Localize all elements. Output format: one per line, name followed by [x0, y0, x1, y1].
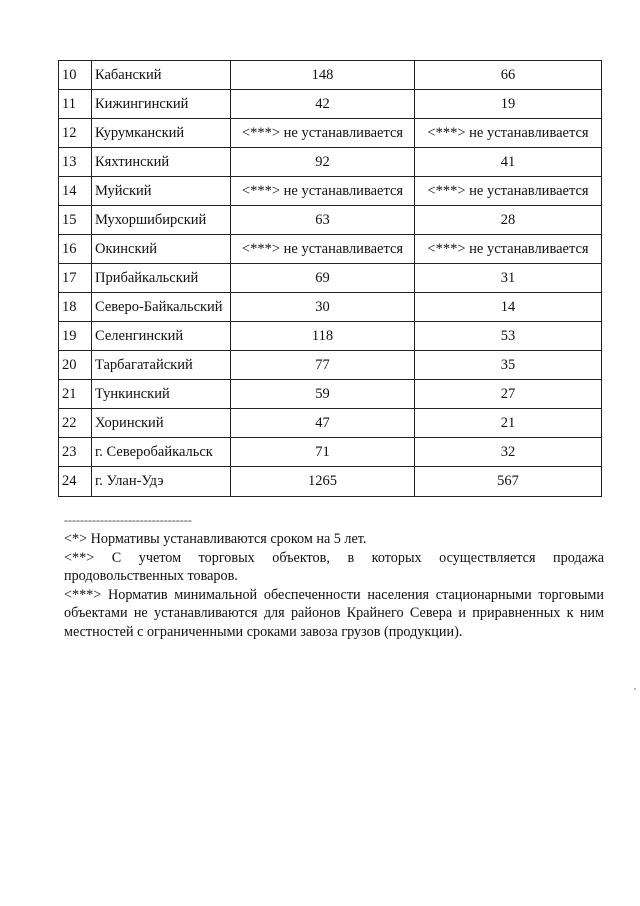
district-name: г. Улан-Удэ	[92, 467, 231, 497]
norm-value-total: 148	[231, 61, 415, 90]
norm-value-total: 92	[231, 148, 415, 177]
district-name: Окинский	[92, 235, 231, 264]
norm-value-food: 66	[415, 61, 602, 90]
table-row	[59, 380, 602, 409]
footnote-separator: --------------------------------	[64, 513, 192, 527]
district-name: Тункинский	[92, 380, 231, 409]
norm-value-food: 28	[415, 206, 602, 235]
table-row	[59, 467, 602, 497]
norm-value-total: 47	[231, 409, 415, 438]
norm-value-food: 27	[415, 380, 602, 409]
norms-table-body	[59, 61, 602, 497]
district-name: Мухоршибирский	[92, 206, 231, 235]
scan-speck	[634, 688, 636, 690]
norm-value-food: 35	[415, 351, 602, 380]
district-name: Кижингинский	[92, 90, 231, 119]
district-name: Кабанский	[92, 61, 231, 90]
footnotes	[64, 512, 604, 641]
norm-value-food: 32	[415, 438, 602, 467]
district-name: Тарбагатайский	[92, 351, 231, 380]
row-number: 22	[59, 409, 92, 438]
footnote-1: <*> Нормативы устанавливаются сроком на 5 лет.	[64, 531, 367, 547]
row-number: 21	[59, 380, 92, 409]
norm-value-total: 1265	[231, 467, 415, 497]
table-row	[59, 438, 602, 467]
table-row	[59, 235, 602, 264]
table-row	[59, 206, 602, 235]
row-number: 16	[59, 235, 92, 264]
norm-value-total: <***> не устанавливается	[231, 235, 415, 264]
norm-value-food: <***> не устанавливается	[415, 119, 602, 148]
row-number: 24	[59, 467, 92, 497]
table-row	[59, 351, 602, 380]
norm-value-food: 567	[415, 467, 602, 497]
row-number: 13	[59, 148, 92, 177]
norm-value-total: 71	[231, 438, 415, 467]
row-number: 20	[59, 351, 92, 380]
table-row	[59, 61, 602, 90]
norm-value-total: 118	[231, 322, 415, 351]
norms-table	[58, 60, 602, 497]
row-number: 10	[59, 61, 92, 90]
table-row	[59, 264, 602, 293]
row-number: 15	[59, 206, 92, 235]
district-name: Северо-Байкальский	[92, 293, 231, 322]
table-row	[59, 322, 602, 351]
row-number: 18	[59, 293, 92, 322]
district-name: Кяхтинский	[92, 148, 231, 177]
row-number: 14	[59, 177, 92, 206]
table-row	[59, 177, 602, 206]
norm-value-food: <***> не устанавливается	[415, 235, 602, 264]
norm-value-food: 31	[415, 264, 602, 293]
district-name: г. Северобайкальск	[92, 438, 231, 467]
district-name: Курумканский	[92, 119, 231, 148]
norm-value-total: 63	[231, 206, 415, 235]
row-number: 17	[59, 264, 92, 293]
table-row	[59, 293, 602, 322]
norm-value-food: 53	[415, 322, 602, 351]
norm-value-total: 77	[231, 351, 415, 380]
table-row	[59, 148, 602, 177]
norm-value-total: 42	[231, 90, 415, 119]
norm-value-total: <***> не устанавливается	[231, 177, 415, 206]
footnote-3: <***> Норматив минимальной обеспеченности населения стационарными торговыми объектами не устанавливаются для районов Крайнего Севера и приравненных к ним местностей с ограниченными сроками завоза грузов (продукции).	[64, 586, 604, 640]
row-number: 19	[59, 322, 92, 351]
table-row	[59, 409, 602, 438]
norm-value-total: 30	[231, 293, 415, 322]
norm-value-food: <***> не устанавливается	[415, 177, 602, 206]
norm-value-food: 21	[415, 409, 602, 438]
norm-value-food: 14	[415, 293, 602, 322]
row-number: 23	[59, 438, 92, 467]
norm-value-total: 59	[231, 380, 415, 409]
table-row	[59, 119, 602, 148]
district-name: Хоринский	[92, 409, 231, 438]
footnote-2: <**> С учетом торговых объектов, в которых осуществляется продажа продовольственных товаров.	[64, 549, 604, 584]
norm-value-total: 69	[231, 264, 415, 293]
district-name: Муйский	[92, 177, 231, 206]
district-name: Прибайкальский	[92, 264, 231, 293]
row-number: 11	[59, 90, 92, 119]
table-row	[59, 90, 602, 119]
norm-value-total: <***> не устанавливается	[231, 119, 415, 148]
row-number: 12	[59, 119, 92, 148]
district-name: Селенгинский	[92, 322, 231, 351]
norm-value-food: 19	[415, 90, 602, 119]
norm-value-food: 41	[415, 148, 602, 177]
